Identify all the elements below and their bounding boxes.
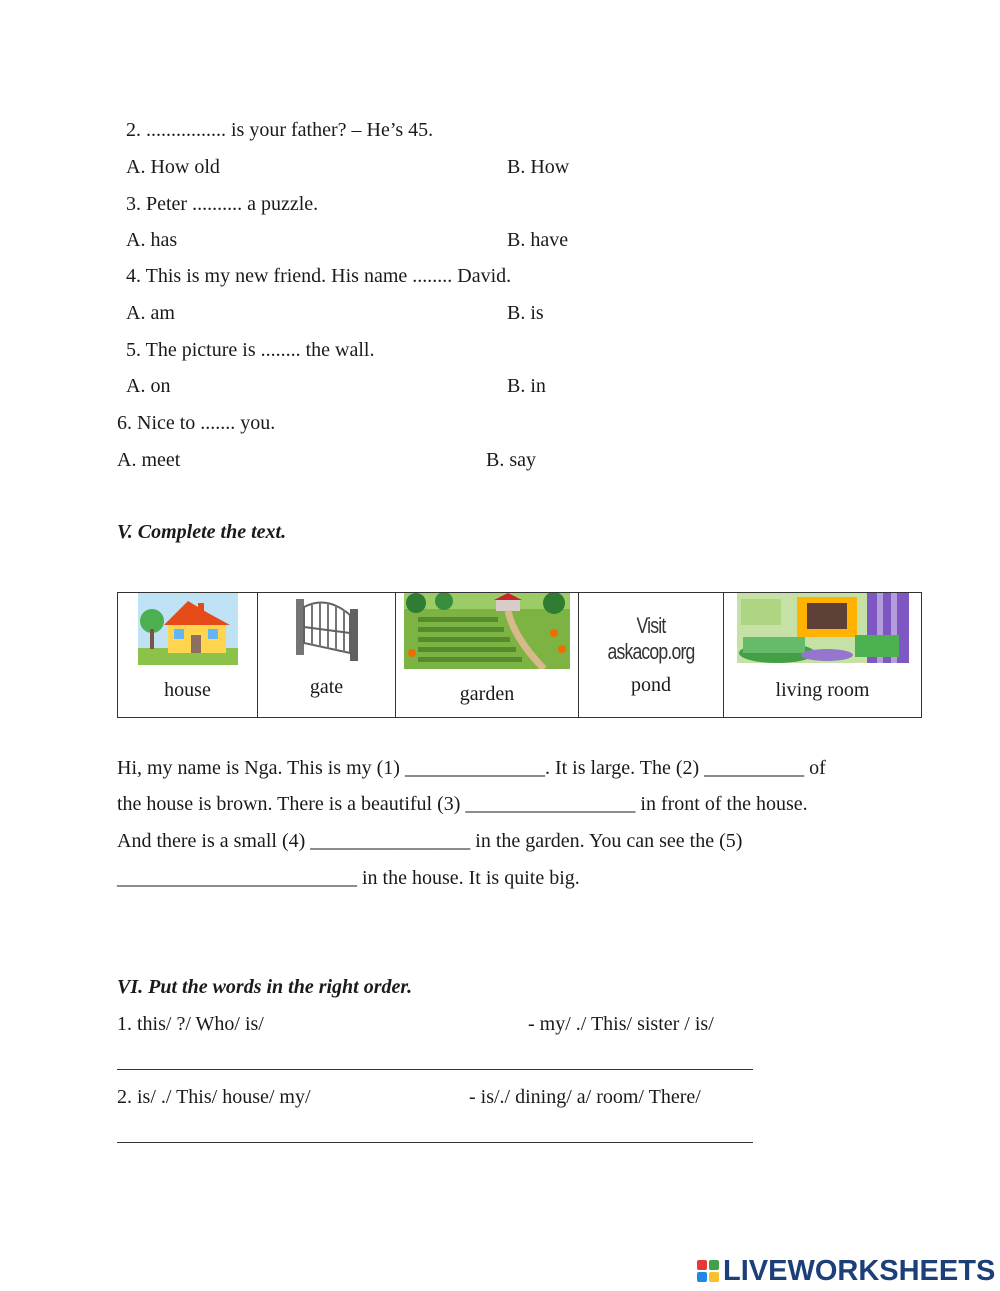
word-label-garden: garden xyxy=(459,683,515,705)
word-cell-gate xyxy=(258,593,396,718)
question-2: 2. ................ is your father? – He’s 45. xyxy=(126,119,434,141)
word-cell-pond xyxy=(579,593,724,718)
gate-image xyxy=(292,593,362,665)
word-label-living-room: living room xyxy=(775,679,870,701)
word-bank-table xyxy=(117,592,922,718)
pond-image-watermark: Visit askacop.org xyxy=(607,613,695,664)
section-5-heading: V. Complete the text. xyxy=(117,521,287,543)
question-4-option-a[interactable]: A. am xyxy=(126,302,175,324)
question-3-option-a[interactable]: A. has xyxy=(126,229,178,251)
question-4-option-b[interactable]: B. is xyxy=(507,302,544,324)
order-item-1: 1. this/ ?/ Who/ is/ xyxy=(117,1013,264,1035)
question-2-option-a[interactable]: A. How old xyxy=(126,156,220,178)
garden-image xyxy=(404,593,570,669)
question-5-option-b[interactable]: B. in xyxy=(507,375,546,397)
word-label-gate: gate xyxy=(309,676,344,698)
question-6-option-a[interactable]: A. meet xyxy=(117,449,181,471)
order-item-2: 2. is/ ./ This/ house/ my/ xyxy=(117,1086,311,1108)
question-6: 6. Nice to ....... you. xyxy=(117,412,276,434)
logo-text: LIVEWORKSHEETS xyxy=(723,1254,996,1287)
logo-mark-icon xyxy=(697,1260,719,1282)
answer-line-2[interactable] xyxy=(117,1142,753,1143)
word-cell-garden xyxy=(396,593,579,718)
question-5-option-a[interactable]: A. on xyxy=(126,375,171,397)
question-4: 4. This is my new friend. His name ........ David. xyxy=(126,265,512,287)
order-item-2b: - is/./ dining/ a/ room/ There/ xyxy=(469,1086,701,1108)
question-3: 3. Peter .......... a puzzle. xyxy=(126,193,319,215)
paragraph-line-2: the house is brown. There is a beautiful (3) _________________ in front of the house. xyxy=(117,793,808,815)
order-item-1b: - my/ ./ This/ sister / is/ xyxy=(528,1013,714,1035)
answer-line-1[interactable] xyxy=(117,1069,753,1070)
paragraph-line-3: And there is a small (4) ________________ in the garden. You can see the (5) xyxy=(117,830,743,852)
word-label-house: house xyxy=(164,679,211,701)
word-cell-living-room xyxy=(724,593,922,718)
paragraph-line-1: Hi, my name is Nga. This is my (1) ______________. It is large. The (2) __________ of xyxy=(117,757,826,779)
question-5: 5. The picture is ........ the wall. xyxy=(126,339,375,361)
section-6-heading: VI. Put the words in the right order. xyxy=(117,976,413,998)
house-image xyxy=(138,593,238,665)
paragraph-line-4: ________________________ in the house. It is quite big. xyxy=(117,867,580,889)
living-room-image xyxy=(737,593,909,663)
question-2-option-b[interactable]: B. How xyxy=(507,156,570,178)
word-label-pond: pond xyxy=(631,674,671,696)
question-6-option-b[interactable]: B. say xyxy=(486,449,536,471)
liveworksheets-logo xyxy=(697,1254,995,1288)
word-cell-house xyxy=(118,593,258,718)
question-3-option-b[interactable]: B. have xyxy=(507,229,569,251)
